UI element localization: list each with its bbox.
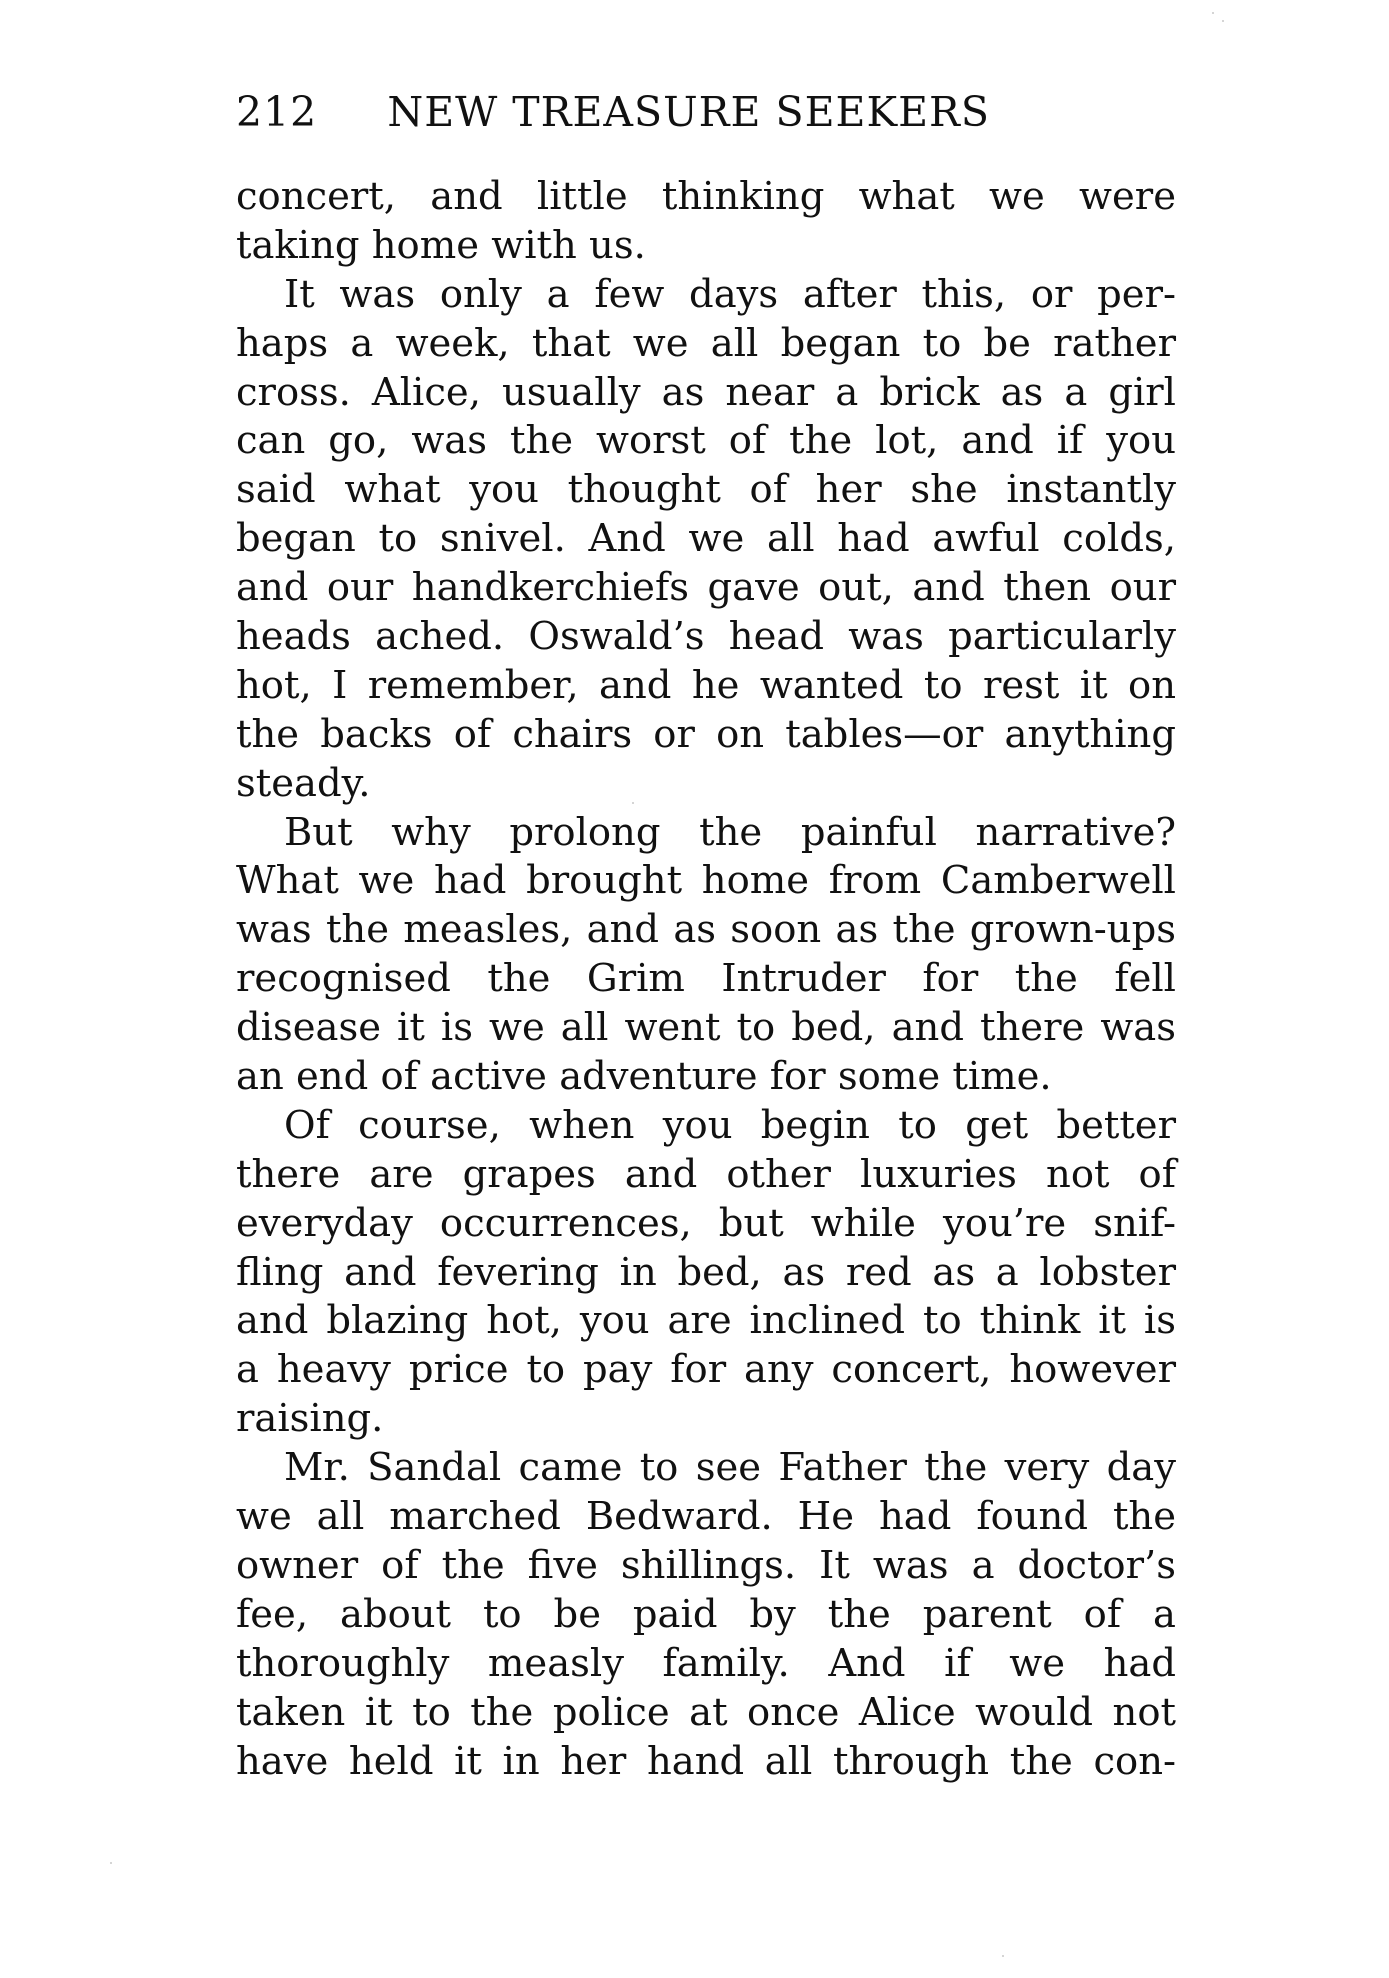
- text-line: thoroughly measly family. And if we had: [236, 1640, 1176, 1686]
- paper-speck: [632, 802, 634, 804]
- text-line: But why prolong the painful narrative?: [284, 809, 1176, 855]
- text-line: It was only a few days after this, or per-: [284, 271, 1176, 317]
- text-line: have held it in her hand all through the con-: [236, 1738, 1176, 1784]
- text-line: hot, I remember, and he wanted to rest it on: [236, 662, 1176, 708]
- text-line: the backs of chairs or on tables—or anything: [236, 711, 1176, 757]
- text-line: cross. Alice, usually as near a brick as a girl: [236, 369, 1176, 415]
- text-line: said what you thought of her she instantly: [236, 467, 1176, 513]
- text-line: was the measles, and as soon as the grown-ups: [236, 907, 1176, 953]
- text-line: we all marched Bedward. He had found the: [236, 1494, 1176, 1540]
- page-number: 212: [236, 88, 318, 136]
- text-line: What we had brought home from Camberwell: [236, 858, 1176, 904]
- text-line: steady.: [236, 760, 371, 806]
- text-line: Mr. Sandal came to see Father the very day: [284, 1445, 1176, 1491]
- text-line: can go, was the worst of the lot, and if you: [236, 418, 1176, 464]
- text-line: and blazing hot, you are inclined to think it is: [236, 1298, 1176, 1344]
- paper-speck: [1212, 12, 1214, 14]
- body-text: [236, 173, 1176, 1786]
- text-line: taken it to the police at once Alice would not: [236, 1689, 1176, 1735]
- text-line: fee, about to be paid by the parent of a: [236, 1591, 1176, 1637]
- page-header: [236, 82, 1176, 142]
- text-line: Of course, when you begin to get better: [284, 1102, 1176, 1148]
- text-line: owner of the five shillings. It was a doctor’s: [236, 1542, 1176, 1588]
- running-title: NEW TREASURE SEEKERS: [387, 88, 990, 136]
- text-line: haps a week, that we all began to be rather: [236, 320, 1176, 366]
- paper-speck: [110, 1862, 112, 1864]
- text-line: and our handkerchiefs gave out, and then our: [236, 565, 1176, 611]
- text-line: taking home with us.: [236, 222, 646, 268]
- text-line: recognised the Grim Intruder for the fell: [236, 956, 1176, 1002]
- paper-speck: [1002, 1955, 1004, 1957]
- text-line: there are grapes and other luxuries not of: [236, 1151, 1176, 1197]
- text-line: an end of active adventure for some time.: [236, 1054, 1052, 1100]
- text-line: a heavy price to pay for any concert, however: [236, 1347, 1176, 1393]
- text-line: everyday occurrences, but while you’re snif-: [236, 1200, 1176, 1246]
- text-line: raising.: [236, 1396, 384, 1442]
- paper-speck: [1222, 20, 1224, 22]
- text-line: began to snivel. And we all had awful colds,: [236, 516, 1176, 562]
- text-line: disease it is we all went to bed, and there was: [236, 1005, 1176, 1051]
- text-line: concert, and little thinking what we were: [236, 174, 1176, 219]
- text-line: fling and fevering in bed, as red as a lobster: [236, 1249, 1176, 1295]
- text-line: heads ached. Oswald’s head was particularly: [236, 614, 1176, 660]
